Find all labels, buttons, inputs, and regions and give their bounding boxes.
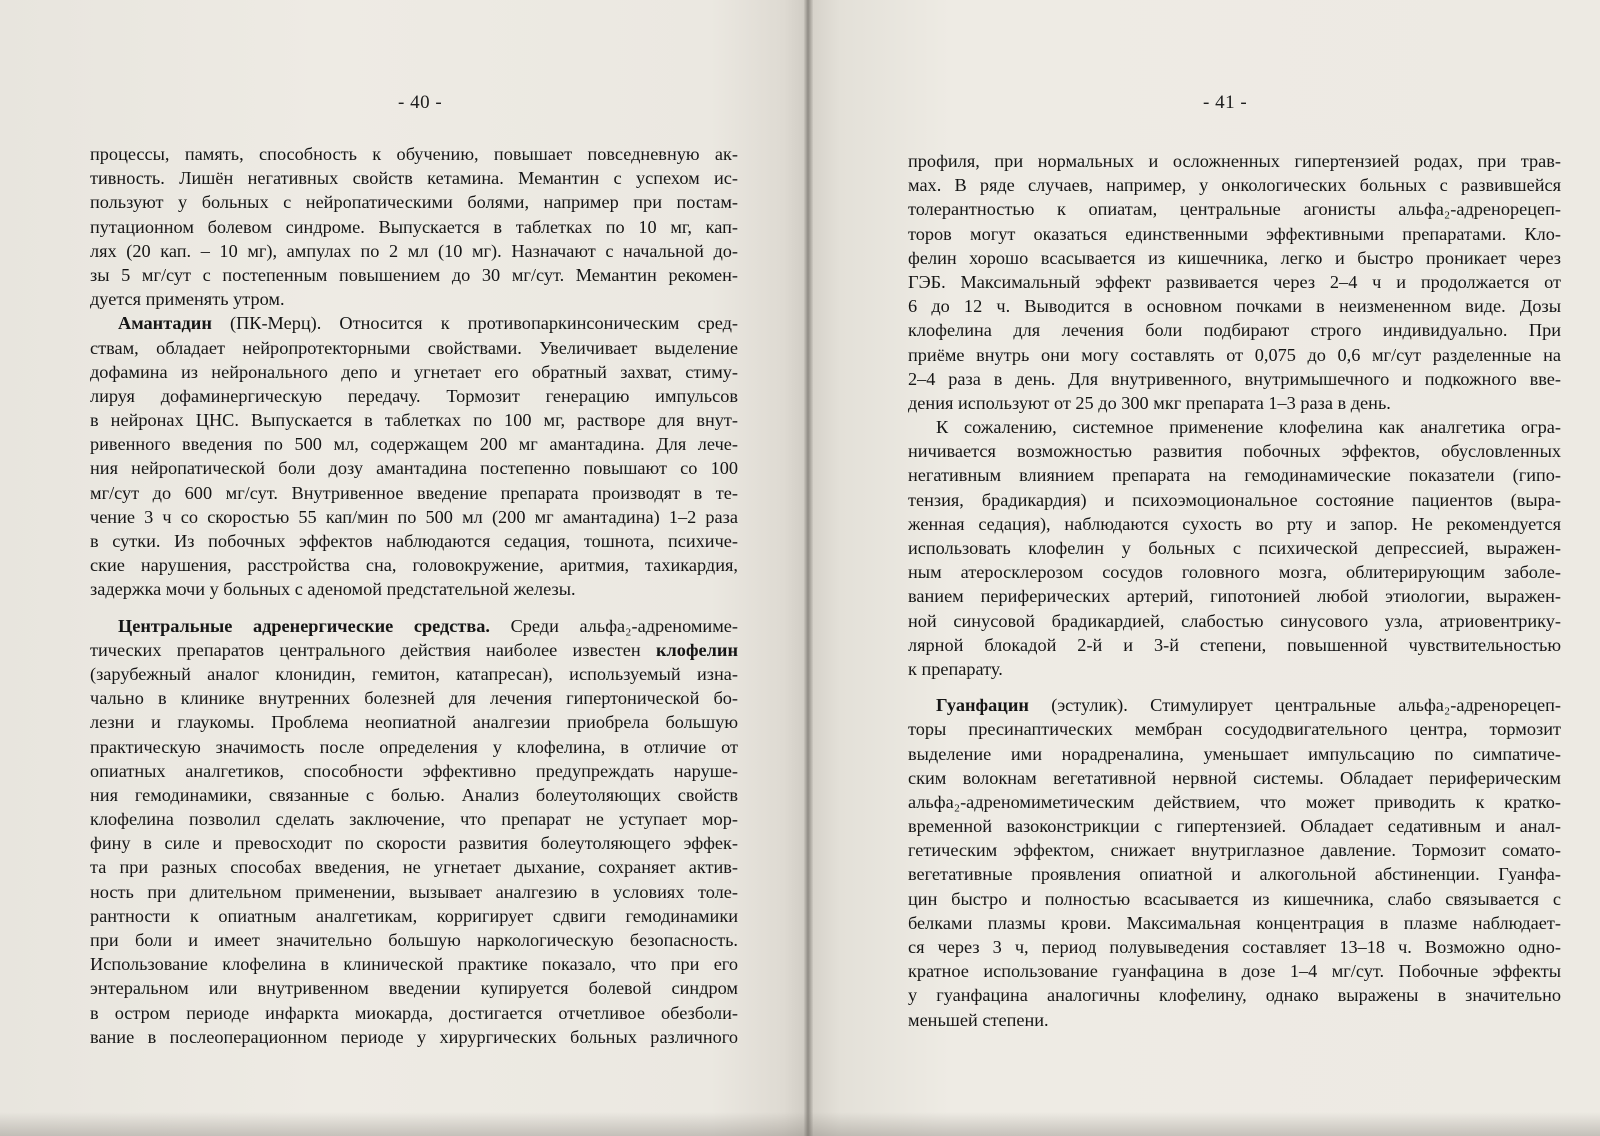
text-line [90,880,738,904]
line-text: чально в клинике внутренних болезней для лечения гипертонической бо- [90,688,738,709]
line-text: практическую значимость после определения у клофелина, в отличие от [90,736,738,757]
line-text: при боли и имеет значительно большую наркологическую безопасность. [90,930,738,950]
bold-term: Гуанфацин [936,695,1029,716]
line-text: женная седация), наблюдаются сухость во рту и запор. Не рекомендуется [908,513,1561,534]
text-line [90,384,738,408]
text-line [90,360,738,384]
text-line [90,577,738,601]
text-line [908,439,1561,463]
text-line [908,197,1561,221]
text-line [908,633,1561,657]
line-text: приёме внутрь они могу составлять от 0,075 до 0,6 мг/сут разделенные на [908,344,1561,365]
line-text: ным атеросклерозом сосудов головного мозга, облитерирующим заболе- [908,562,1561,583]
paragraph-gap [908,681,1561,693]
text-line [90,952,738,976]
line-text: ванием периферических артерий, гипотонией любой этиологии, выражен- [908,586,1561,607]
page-text [90,142,738,1049]
text-line [90,553,738,577]
line-text: белками плазмы крови. Максимальная концентрация в плазме наблюдает- [908,912,1561,933]
text-line [908,609,1561,633]
line-text: опиатных аналгетиков, способности эффективно предупреждать наруше- [90,760,738,781]
text-line [908,742,1561,766]
line-text: К сожалению, системное применение клофелина как аналгетика огра- [936,417,1561,438]
line-text: дения используют от 25 до 300 мкг препарата 1–3 раза в день. [908,392,1391,413]
line-text: (зарубежный аналог клонидин, гемитон, катапресан), используемый изна- [90,663,738,684]
line-text: ским волокнам вегетативной нервной системы. Обладает периферическим [908,767,1561,788]
text-line [908,560,1561,584]
text-line [90,456,738,480]
line-text: тических препаратов центрального действия наиболее известен [90,639,656,660]
line-text: лях (20 кап. – 10 мг), ампулах по 2 мл (10 мг). Назначают с начальной до- [90,240,738,261]
text-line [90,638,738,662]
text-line [90,505,738,529]
line-text: ной синусовой брадикардией, слабостью синусового узла, атриовентрику- [908,610,1561,631]
text-line [908,149,1561,173]
text-line [908,536,1561,560]
text-line [908,584,1561,608]
page-number: - 41 - [1203,92,1248,113]
line-text: (ПК-Мерц). Относится к противопаркинсоническим сред- [211,313,738,334]
line-text: ность при длительном применении, вызывает аналгезию в условиях толе- [90,881,738,902]
text-line [90,710,738,734]
book-gutter [803,0,813,1136]
line-text: рантности к опиатным аналгетикам, корригирует сдвиги гемодинамики [90,905,738,926]
text-line [908,463,1561,487]
line-text: в нейронах ЦНС. Выпускается в таблетках по 100 мг, растворе для внут- [90,410,738,431]
text-line [90,481,738,505]
line-text: выделение ими норадреналина, уменьшает импульсацию по симпатиче- [908,743,1561,764]
text-line [908,488,1561,512]
text-line [90,614,738,638]
line-text: Среди альфа₂-адреномиме- [489,615,738,636]
line-text: дуется применять утром. [90,289,285,310]
line-text: ся через 3 ч, период полувыведения составляет 13–18 ч. Возможно одно- [908,937,1561,957]
text-line [90,432,738,456]
line-text: задержка мочи у больных с аденомой предстательной железы. [90,579,576,600]
line-text: фину в силе и превосходит по скорости развития болеутоляющего эффек- [90,833,738,854]
line-text: торов могут оказаться единственными эффективными препаратами. Кло- [908,223,1561,244]
text-line [908,862,1561,886]
line-text: у гуанфацина аналогичны клофелину, однако выражены в значительно [908,985,1561,1006]
line-text: тивность. Лишён негативных свойств кетамина. Мемантин с успехом ис- [90,168,738,189]
line-text: лярной блокадой 2-й и 3-й степени, повышенной чувствительностью [908,634,1561,655]
line-text: в остром периоде инфаркта миокарда, достигается отчетливое обезболи- [90,1002,738,1023]
text-line [908,814,1561,838]
text-line [90,783,738,807]
bold-term: Центральные адренергические средства. [118,615,490,636]
text-line [908,270,1561,294]
line-text: ские нарушения, расстройства сна, головокружение, аритмия, тахикардия, [90,555,738,576]
text-line [90,759,738,783]
text-line [90,529,738,553]
text-line [908,318,1561,342]
line-text: кратное использование гуанфацина в дозе 1–4 мг/сут. Побочные эффекты [908,961,1561,982]
text-line [90,662,738,686]
text-line [90,686,738,710]
line-text: ривенного введения по 500 мл, содержащем 200 мг амантадина. Для лече- [90,434,738,455]
bold-term: Амантадин [118,313,212,334]
text-line [90,215,738,239]
line-text: чение 3 ч со скоростью 55 кап/мин по 500 мл (200 мг амантадина) 1–2 раза [90,506,738,527]
line-text: вегетативные проявления опиатной и алкогольной абстиненции. Гуанфа- [908,864,1561,885]
text-line [908,935,1561,959]
line-text: мг/сут до 600 мг/сут. Внутривенное введение препарата производят в те- [90,482,738,503]
text-line [90,239,738,263]
line-text: фелин хорошо всасывается из кишечника, легко и быстро проникает через [908,247,1561,268]
line-text: клофелина для лечения боли подбирают строго индивидуально. При [908,320,1561,341]
text-line [90,735,738,759]
text-line [908,367,1561,391]
text-line [908,415,1561,439]
text-line [90,336,738,360]
line-text: Использование клофелина в клинической практике показало, что при его [90,954,738,975]
text-line [90,166,738,190]
text-line [90,311,738,335]
line-text: ничивается возможностью развития побочных эффектов, обусловленных [908,441,1561,462]
line-text: зы 5 мг/сут с постепенным повышением до 30 мг/сут. Мемантин рекомен- [90,264,738,285]
text-line [908,911,1561,935]
text-line [90,976,738,1000]
line-text: 6 до 12 ч. Выводится в основном почками в неизмененном виде. Дозы [908,296,1561,317]
line-text: 2–4 раза в день. Для внутривенного, внутримышечного и подкожного вве- [908,368,1561,389]
line-text: гетическим эффектом, снижает внутриглазное давление. Тормозит сомато- [908,840,1561,861]
line-text: та при разных способах введения, не угнетает дыхание, сохраняет актив- [90,857,738,878]
line-text: (эстулик). Стимулирует центральные альфа₂-адренорецеп- [1028,695,1561,716]
text-line [90,928,738,952]
text-line [90,1025,738,1049]
text-line [908,693,1561,717]
line-text: процессы, память, способность к обучению, повышает повседневную ак- [90,144,738,164]
line-text: вание в послеоперационном периоде у хирургических больных различного [90,1026,738,1047]
line-text: тензия, брадикардия) и психоэмоциональное состояние пациентов (выра- [908,489,1561,510]
text-line [908,887,1561,911]
line-text: торы пресинаптических мембран сосудодвигательного центра, тормозит [908,719,1561,740]
text-line [908,766,1561,790]
text-line [908,790,1561,814]
line-text: мах. В ряде случаев, например, у онкологических больных с развившейся [908,175,1561,196]
line-text: пользуют у больных с нейропатическими болями, например при постам- [90,192,738,213]
paragraph-gap [90,602,738,614]
page-text [908,149,1561,1032]
line-text: цин быстро и полностью всасывается из кишечника, слабо связывается с [908,888,1561,909]
line-text: альфа₂-адреномиметическим действием, что может приводить к кратко- [908,791,1561,812]
text-line [90,807,738,831]
page-edge-shadow [0,1112,1600,1136]
text-line [908,391,1561,415]
line-text: профиля, при нормальных и осложненных гипертензией родах, при трав- [908,151,1561,171]
text-line [90,904,738,928]
text-line [90,287,738,311]
line-text: к препарату. [908,658,1003,679]
line-text: временной вазоконстрикции с гипертензией. Обладает седативным и анал- [908,816,1561,837]
text-line [908,246,1561,270]
text-line [908,983,1561,1007]
text-line [90,831,738,855]
line-text: энтеральном или внутривенном введении купируется болевой синдром [90,978,738,999]
line-text: путационном болевом синдроме. Выпускается в таблетках по 10 мг, кап- [90,216,738,237]
bold-term: клофелин [655,639,738,660]
text-line [90,1001,738,1025]
text-line [908,294,1561,318]
line-text: ствам, обладает нейропротекторными свойствами. Увеличивает выделение [90,337,738,358]
text-line [908,1008,1561,1032]
text-line [908,959,1561,983]
line-text: ния гемодинамики, связанные с болью. Анализ болеутоляющих свойств [90,784,738,805]
text-line [90,855,738,879]
text-line [908,717,1561,741]
page-number: - 40 - [398,92,443,113]
text-line [90,263,738,287]
line-text: клофелина позволил сделать заключение, что препарат не уступает мор- [90,809,738,830]
line-text: использовать клофелин у больных с психической депрессией, выражен- [908,538,1561,558]
text-line [908,657,1561,681]
line-text: лируя дофаминергическую передачу. Тормозит генерацию импульсов [90,385,738,406]
line-text: ния нейропатической боли дозу амантадина постепенно повышают со 100 [90,458,738,479]
text-line [90,408,738,432]
text-line [908,838,1561,862]
text-line [908,173,1561,197]
line-text: дофамина из нейронального депо и угнетает его обратный захват, стиму- [90,361,738,382]
line-text: негативным влиянием препарата на гемодинамические показатели (гипо- [908,465,1561,486]
right-page [808,0,1600,1136]
line-text: лезни и глаукомы. Проблема неопиатной аналгезии приобрела большую [90,712,738,733]
line-text: меньшей степени. [908,1009,1049,1030]
text-line [908,343,1561,367]
line-text: ГЭБ. Максимальный эффект развивается через 2–4 ч и продолжается от [908,271,1561,292]
text-line [90,142,738,166]
line-text: в сутки. Из побочных эффектов наблюдаются седация, тошнота, психиче- [90,531,738,551]
text-line [908,512,1561,536]
line-text: толерантностью к опиатам, центральные агонисты альфа₂-адренорецеп- [908,199,1561,220]
text-line [908,222,1561,246]
text-line [90,190,738,214]
